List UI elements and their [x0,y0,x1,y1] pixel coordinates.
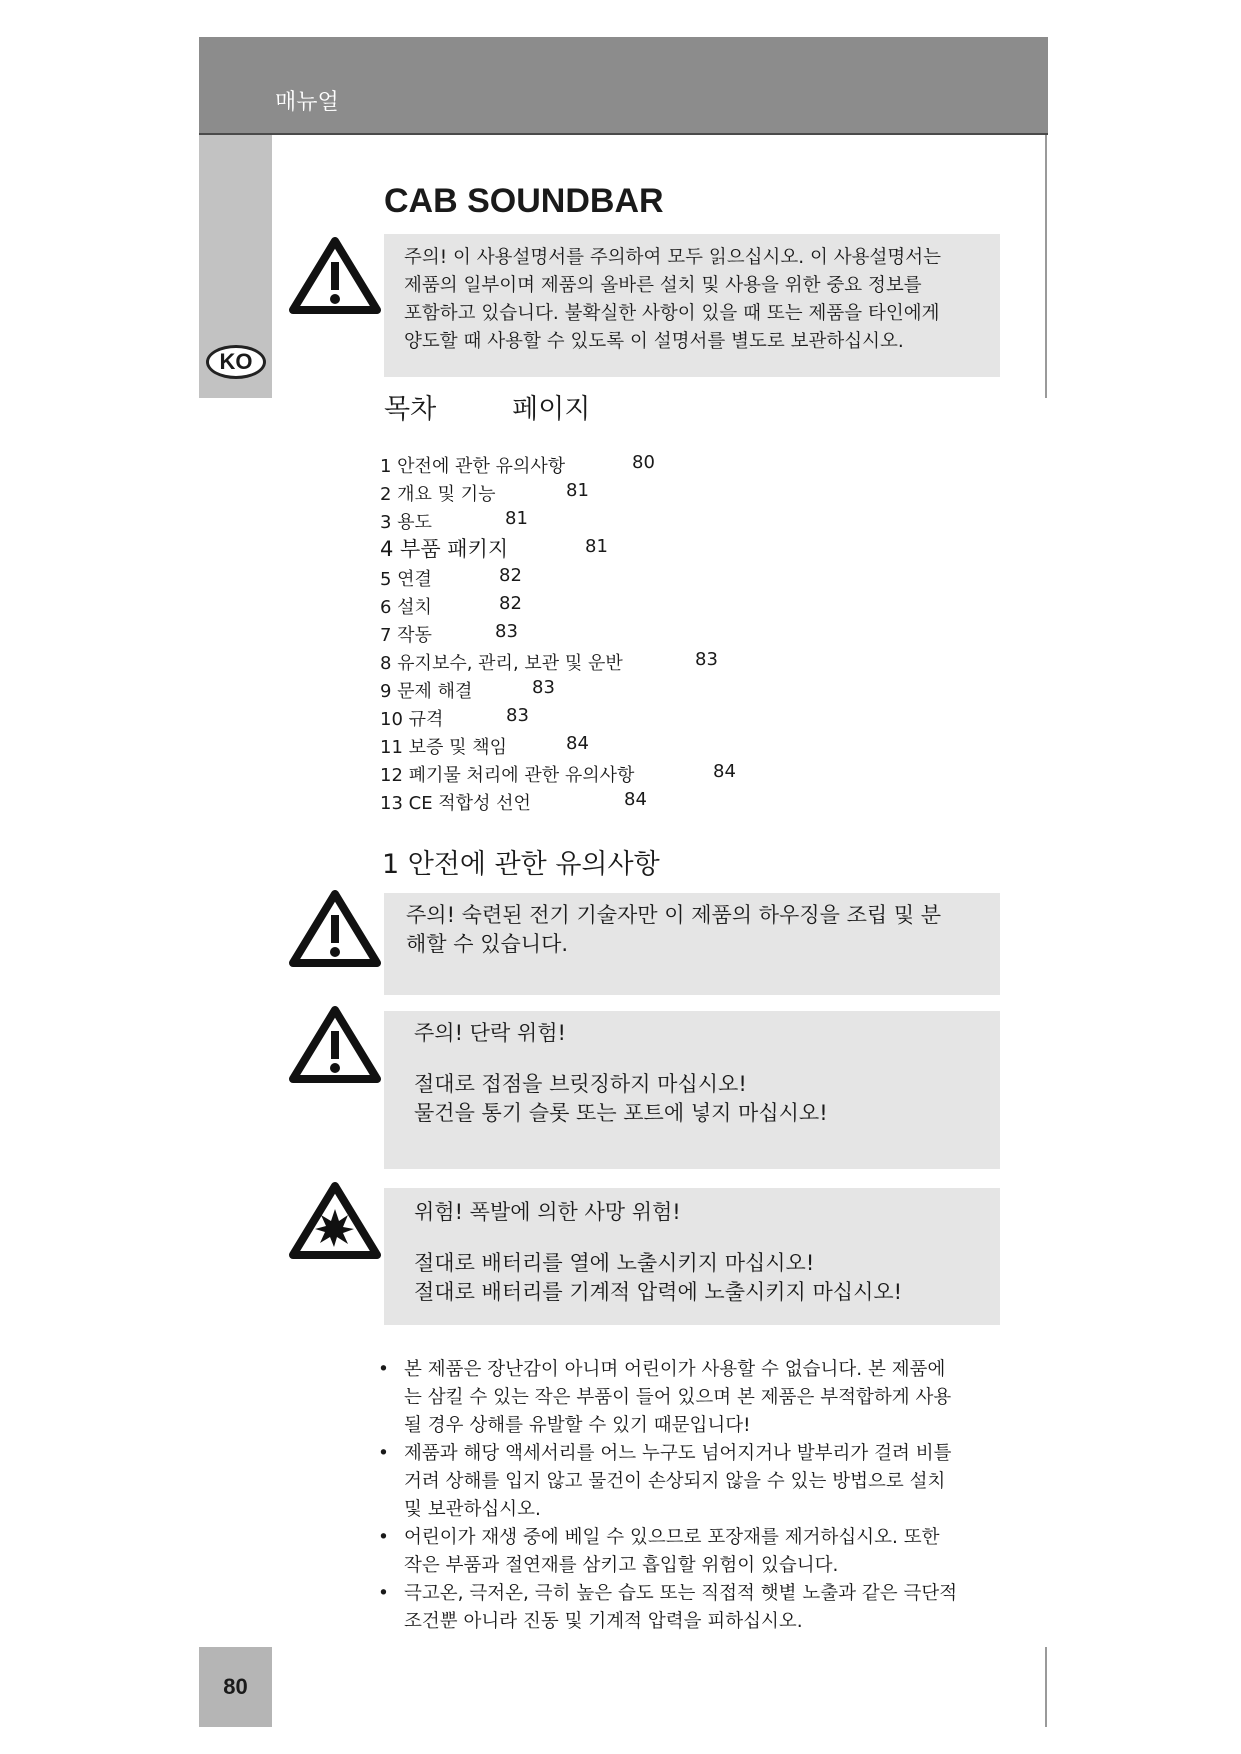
toc-label: 6 설치 [380,597,432,618]
warning-line: 주의! 숙련된 전기 기술자만 이 제품의 하우징을 조립 및 분 [406,903,942,927]
toc-page: 84 [624,789,647,810]
warning-line: 절대로 배터리를 열에 노출시키지 마십시오! [414,1251,815,1275]
bullet-line: 및 보관하십시오. [404,1499,541,1520]
toc-item [380,621,432,647]
toc-item [380,705,443,731]
page-number: 80 [199,1647,272,1727]
bullet-line: 될 경우 상해를 유발할 수 있기 때문입니다! [404,1415,751,1436]
toc-item [380,789,531,815]
toc-page: 80 [632,452,655,473]
divider [1045,135,1047,398]
toc-heading-contents: 목차 [384,394,437,425]
warning-line: 절대로 배터리를 기계적 압력에 노출시키지 마십시오! [414,1280,903,1304]
toc-item [380,480,496,506]
toc-item [380,593,432,619]
toc-item [380,508,432,534]
toc-item [380,761,634,787]
toc-page: 84 [713,761,736,782]
toc-label: 13 CE 적합성 선언 [380,793,531,814]
page-header [199,37,1048,135]
toc-label: 8 유지보수, 관리, 보관 및 운반 [380,653,623,674]
toc-label: 7 작동 [380,625,432,646]
list-item [376,1356,1016,1440]
toc-page: 81 [566,480,589,501]
bullet-line: • 본 제품은 장난감이 아니며 어린이가 사용할 수 없습니다. 본 제품에 [404,1359,946,1380]
toc-label: 1 안전에 관한 유의사항 [380,456,566,477]
explosion-warning-icon [288,1181,382,1259]
header-title: 매뉴얼 [275,90,339,115]
bullet-line: 는 삼킬 수 있는 작은 부품이 들어 있으며 본 제품은 부적합하게 사용 [404,1387,952,1408]
toc-label: 11 보증 및 책임 [380,737,508,758]
warning-line: 해할 수 있습니다. [406,932,569,956]
warning-title: 주의! 단락 위험! [414,1021,566,1045]
notice-line: 주의! 이 사용설명서를 주의하여 모두 읽으십시오. 이 사용설명서는 [404,247,941,268]
bullet-line: 거려 상해를 입지 않고 물건이 손상되지 않을 수 있는 방법으로 설치 [404,1471,946,1492]
toc-label: 5 연결 [380,569,432,590]
bullet-line: • 어린이가 재생 중에 베일 수 있으므로 포장재를 제거하십시오. 또한 [404,1527,940,1548]
bullet-line: • 극고온, 극저온, 극히 높은 습도 또는 직접적 햇볕 노출과 같은 극단적 [404,1583,958,1604]
warning-icon [288,889,382,967]
toc-page: 83 [532,677,555,698]
bullet-line: • 제품과 해당 액세서리를 어느 누구도 넘어지거나 발부리가 걸려 비틀 [404,1443,952,1464]
notice-line: 양도할 때 사용할 수 있도록 이 설명서를 별도로 보관하십시오. [404,331,904,352]
housing-warning [384,893,1000,995]
toc-label: 4 부품 패키지 [380,537,509,561]
bullet-line: 작은 부품과 절연재를 삼키고 흡입할 위험이 있습니다. [404,1555,839,1576]
warning-title: 위험! 폭발에 의한 사망 위험! [414,1200,681,1224]
language-badge: KO [206,345,266,379]
toc-page: 81 [585,536,608,557]
notice-line: 포함하고 있습니다. 불확실한 사항이 있을 때 또는 제품을 타인에게 [404,303,940,324]
toc-page: 83 [495,621,518,642]
toc-item [380,677,472,703]
warning-icon [288,1005,382,1083]
section-title: 1 안전에 관한 유의사항 [382,849,660,880]
intro-notice [384,234,1000,377]
toc-label: 3 용도 [380,512,432,533]
toc-item [380,733,507,759]
toc-item [380,533,508,563]
toc-page: 82 [499,565,522,586]
explosion-warning [384,1188,1000,1325]
toc-item [380,649,623,675]
warning-line: 물건을 통기 슬롯 또는 포트에 넣지 마십시오! [414,1101,828,1125]
toc-label: 12 폐기물 처리에 관한 유의사항 [380,765,635,786]
document-title: CAB SOUNDBAR [384,182,664,220]
list-item [376,1580,1016,1636]
short-circuit-warning [384,1011,1000,1169]
toc-page: 83 [695,649,718,670]
warning-line: 절대로 접점을 브릿징하지 마십시오! [414,1072,747,1096]
notice-line: 제품의 일부이며 제품의 올바른 설치 및 사용을 위한 중요 정보를 [404,275,922,296]
warning-icon [288,236,382,314]
toc-item [380,565,432,591]
toc-label: 2 개요 및 기능 [380,484,496,505]
safety-bullet-list [376,1356,1016,1636]
divider [1045,1647,1047,1727]
toc-label: 10 규격 [380,709,444,730]
toc-page: 82 [499,593,522,614]
toc-item [380,452,565,478]
toc-label: 9 문제 해결 [380,681,473,702]
list-item [376,1524,1016,1580]
toc-page: 83 [506,705,529,726]
list-item [376,1440,1016,1524]
toc-page: 84 [566,733,589,754]
toc-heading [384,387,666,426]
bullet-line: 조건뿐 아니라 진동 및 기계적 압력을 피하십시오. [404,1611,803,1632]
toc-page: 81 [505,508,528,529]
toc-heading-page: 페이지 [512,394,591,425]
